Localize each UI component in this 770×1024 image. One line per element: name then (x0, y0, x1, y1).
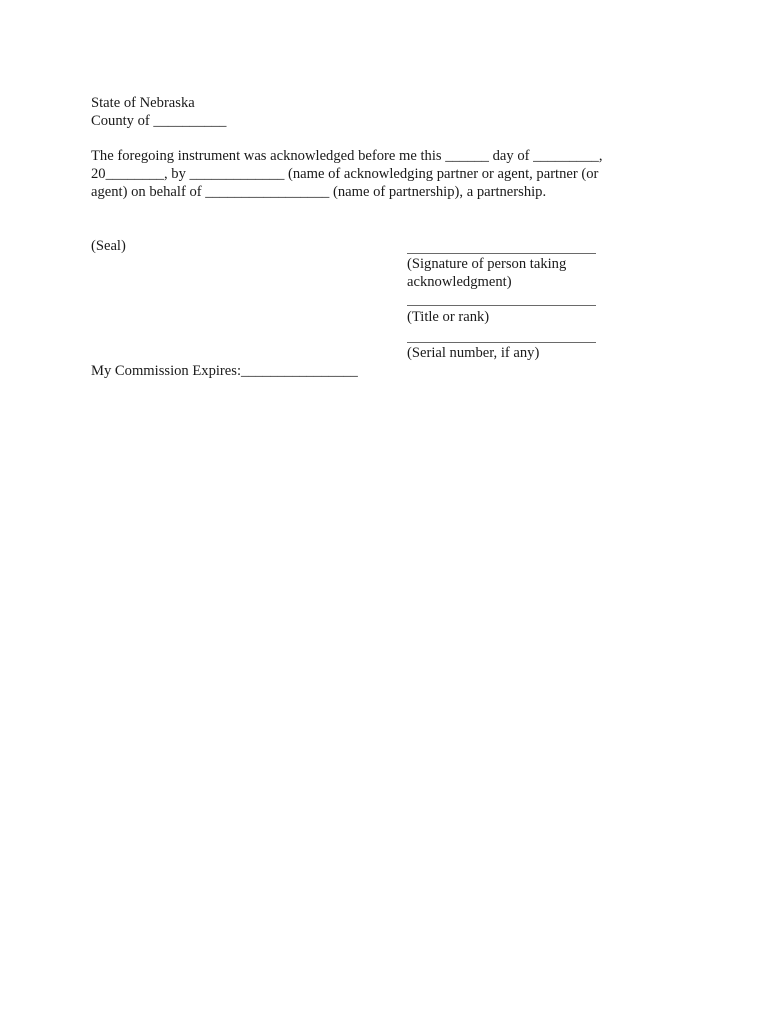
serial-rule (407, 342, 596, 343)
acknowledgment-text-line-2: 20________, by _____________ (name of acknowledging partner or agent, partner (or (91, 166, 599, 182)
seal-label: (Seal) (91, 238, 126, 254)
title-label: (Title or rank) (407, 309, 490, 325)
state-line: State of Nebraska (91, 95, 195, 111)
acknowledgment-text-line-1: The foregoing instrument was acknowledged before me this ______ day of _________, (91, 148, 603, 164)
commission-expires-line: My Commission Expires:________________ (91, 363, 358, 379)
signature-rule (407, 253, 596, 254)
signature-label-line-1: (Signature of person taking (407, 256, 567, 272)
title-rule (407, 305, 596, 306)
county-line: County of __________ (91, 113, 227, 129)
acknowledgment-text-line-3: agent) on behalf of _________________ (name of partnership), a partnership. (91, 184, 547, 200)
signature-label-line-2: acknowledgment) (407, 274, 512, 290)
serial-label: (Serial number, if any) (407, 345, 540, 361)
